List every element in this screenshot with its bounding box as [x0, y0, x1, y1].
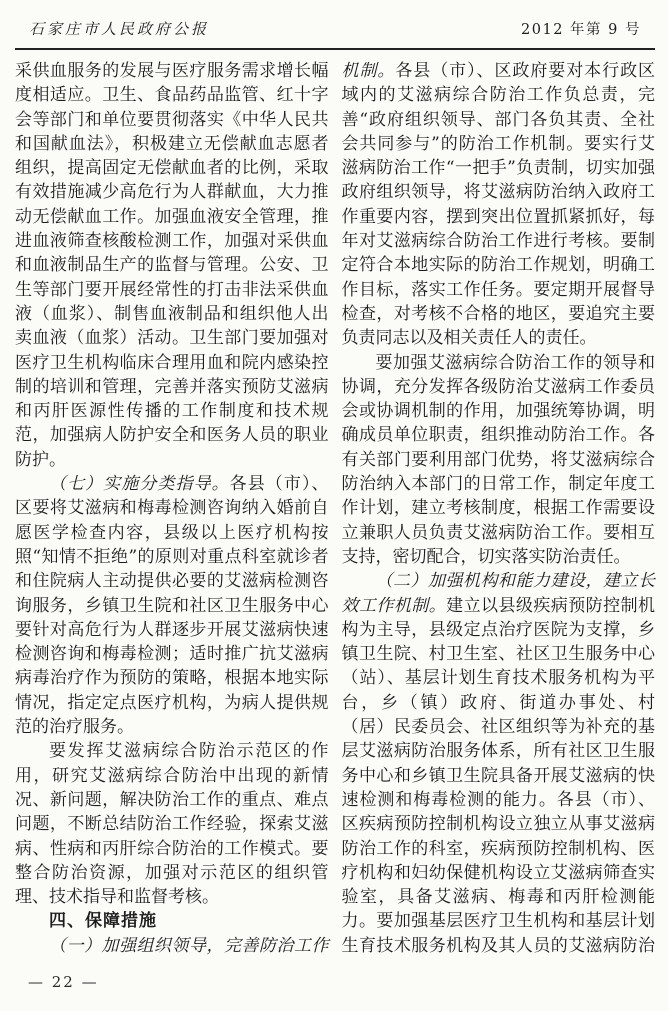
- paragraph: [15, 472, 329, 739]
- paragraph: [15, 59, 329, 472]
- text-run-song: 要发挥艾滋病综合防治示范区的作用，研究艾滋病综合防治中出现的新情况、新问题，解决防治工作的重点、难点问题，不断总结防治工作经验，探索艾滋病、性病和丙肝综合防治的工作模式。要整合防治资源，加强对示范区的组织管理、技术指导和监督考核。: [15, 741, 329, 908]
- text-run-kai: （二）加强机构和能力建设，建立长效工作机制。: [341, 571, 655, 616]
- right-column: [342, 59, 656, 958]
- paragraph: [15, 934, 329, 958]
- left-column: [15, 59, 329, 958]
- issue-number: 2012 年第 9 号: [521, 22, 641, 38]
- paragraph: [15, 739, 329, 909]
- text-run-song: 要加强艾滋病综合防治工作的领导和协调，充分发挥各级防治艾滋病工作委员会或协调机制的作用，加强统筹协调，明确成员单位职责，组织推动防治工作。各有关部门要利用部门优势，将艾滋病综合防治纳入本部门的日常工作，制定年度工作计划，建立考核制度，根据工作需要设立兼职人员负责艾滋病防治工作。要相互支持，密切配合，切实落实防治责任。: [341, 352, 655, 567]
- page-header: [15, 14, 655, 50]
- two-column-body: [15, 59, 655, 958]
- paragraph: [342, 351, 656, 570]
- text-run-song: 采供血服务的发展与医疗服务需求增长幅度相适应。卫生、食品药品监管、红十字会等部门和单位要贯彻落实《中华人民共和国献血法》，积极建立无偿献血志愿者组织，提高固定无偿献血者的比例，采取有效措施减少高危行为人群献血，大力推动无偿献血工作。加强血液安全管理，推进血液筛查核酸检测工作，加强对采供血和血液制品生产的监督与管理。公安、卫生等部门要开展经常性的打击非法采供血液（血浆）、制售血液制品和组织他人出卖血液（血浆）活动。卫生部门要加强对医疗卫生机构临床合理用血和院内感染控制的培训和管理，完善并落实预防艾滋病和丙肝医源性传播的工作制度和技术规范，加强病人防护安全和医务人员的职业防护。: [15, 61, 329, 470]
- page-number: — 22 —: [28, 973, 99, 991]
- text-run-kai: 机制。: [341, 61, 396, 81]
- text-run-song: 各县（市）、区政府要对本行政区域内的艾滋病综合防治工作负总责，完善“政府组织领导、部门各负其责、全社会共同参与”的防治工作机制。要实行艾滋病防治工作“一把手”负责制，切实加强政府组织领导，将艾滋病防治纳入政府工作重要内容，摆到突出位置抓紧抓好，每年对艾滋病综合防治工作进行考核。要制定符合本地实际的防治工作规划，明确工作目标，落实工作任务。要定期开展督导检查，对考核不合格的地区，要追究主要负责同志以及相关责任人的责任。: [341, 61, 656, 349]
- text-run-bold: 四、保障措施: [49, 911, 157, 932]
- text-run-kai: （七）实施分类指导。: [49, 474, 230, 495]
- paragraph: [342, 59, 656, 351]
- text-run-song: 各县（市）、区要将艾滋病和梅毒检测咨询纳入婚前自愿医学检查内容，县级以上医疗机构按照“知情不拒绝”的原则对重点科室就诊者和住院病人主动提供必要的艾滋病检测咨询服务，乡镇卫生院和社区卫生服务中心要针对高危行为人群逐步开展艾滋病快速检测咨询和梅毒检测；适时推广抗艾滋病病毒治疗作为预防的策略，根据本地实际情况，指定定点医疗机构，为病人提供规范的治疗服务。: [15, 474, 329, 738]
- publication-title: 石家庄市人民政府公报: [29, 20, 210, 38]
- text-run-song: 建立以县级疾病预防控制机构为主导，县级定点治疗医院为支撑，乡镇卫生院、村卫生室、社区卫生服务中心（站）、基层计划生育技术服务机构为平台，乡（镇）政府、街道办事处、村（居）民委员会、社区组织等为补充的基层艾滋病防治服务体系，所有社区卫生服务中心和乡镇卫生院具备开展艾滋病的快速检测和梅毒检测的能力。各县（市）、区疾病预防控制机构设立独立从事艾滋病防治工作的科室，疾病预防控制机构、医疗机构和妇幼保健机构设立艾滋病筛查实验室，具备艾滋病、梅毒和丙肝检测能力。要加强基层医疗卫生机构和基层计划生育技术服务机构及其人员的艾滋病防治: [341, 595, 656, 956]
- text-run-kai: （一）加强组织领导，完善防治工作: [49, 935, 329, 956]
- paragraph: [342, 569, 656, 958]
- paragraph: [15, 909, 329, 933]
